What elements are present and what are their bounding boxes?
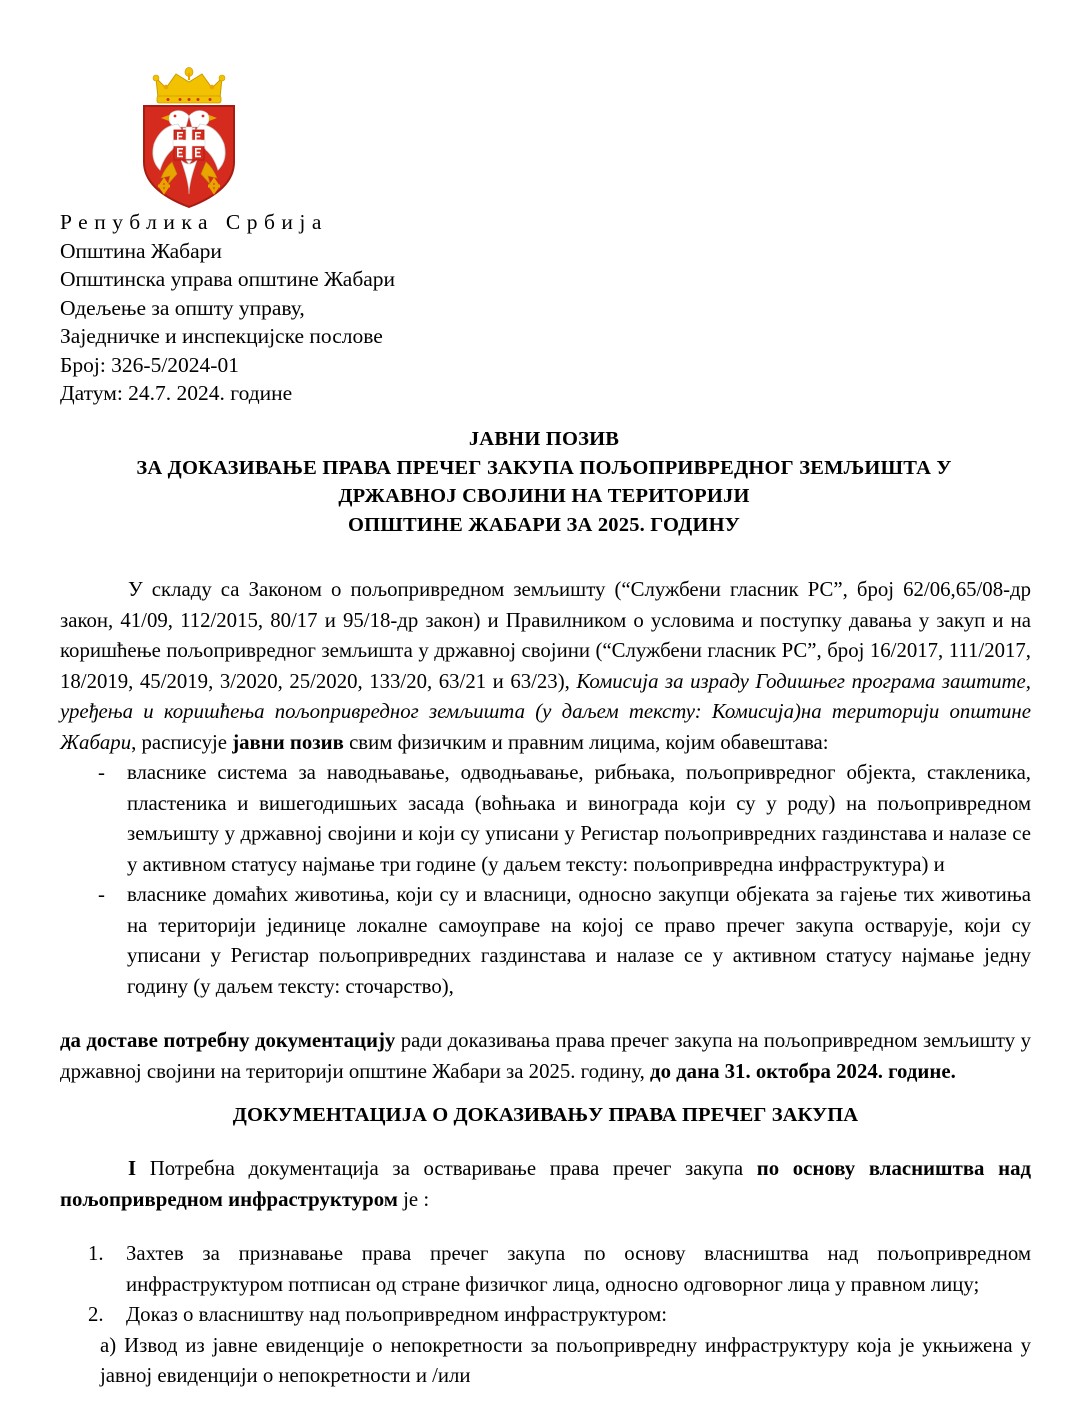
numbered-item-request: Захтев за признавање права пречег закупа по основу власништва над пољопривредном инфраструктуром потписан од стране физичког лица, односно одговорног лица у правном лицу; — [126, 1242, 1031, 1296]
intro-italic-commission: Комисија за израду Годишњег програма заштите, уређења и коришћења пољопривредног земљишта (у даљем тексту: Комисија)на територији општине Жабари — [60, 669, 1031, 754]
numbered-item-proof: Доказ о власништву над пољопривредном инфраструктуром: — [126, 1303, 668, 1326]
intro-bold-public-call: јавни позив — [232, 730, 344, 754]
section-one-paragraph — [60, 1154, 1031, 1215]
serbian-coat-of-arms-icon — [128, 58, 250, 210]
document-body — [60, 575, 1031, 1392]
title-line-2: ЗА ДОКАЗИВАЊЕ ПРАВА ПРЕЧЕГ ЗАКУПА ПОЉОПРИВРЕДНОГ ЗЕМЉИШТА У — [136, 456, 952, 479]
intro-text-part-1: У складу са Законом о пољопривредном земљишту (“Службени гласник РС”, број 62/06,65/08-др закон, 41/09, 112/2015, 80/17 и 95/18-др закон) и Правилником о условима и поступку давања у закуп и на коришћење пољопривредног земљишта у државној својини (“Службени гласник РС”, број 16/2017, 111/2017, 18/2019, 45/2019, 3/2020, 25/2020, 133/20, 63/21 и 63/23), — [60, 578, 1031, 693]
bullet-text-infrastructure: власнике система за наводњавање, одводњавање, рибњака, пољопривредног објекта, стакленика, пластеника и вишегодишњих засада (воћњака и винограда који су у роду) на пољопривредном земљишту у државној својини и који су уписани у Регистар пољопривредних газдинстава и налазе се у активном статусу најмање три године (у даљем тексту: пољопривредна инфраструктура) и — [127, 761, 1031, 876]
municipality-name: Општина Жабари — [60, 238, 222, 263]
required-documents-list — [60, 1239, 1031, 1331]
title-line-1: ЈАВНИ ПОЗИВ — [468, 428, 620, 450]
page-title — [60, 425, 1028, 539]
country-name: Република Србија — [60, 210, 328, 234]
title-line-4: ОПШТИНЕ ЖАБАРИ ЗА 2025. ГОДИНУ — [347, 513, 741, 536]
department-line-2: Заједничке и инспекцијске послове — [60, 324, 383, 348]
list-item — [60, 1239, 1031, 1300]
letterhead — [60, 208, 680, 408]
document-date: Датум: 24.7. 2024. године — [60, 381, 293, 405]
department-line-1: Одељење за општу управу, — [60, 295, 305, 320]
list-item — [60, 758, 1031, 880]
bullet-text-livestock: власнике домаћих животиња, који су и власници, односно закупци објеката за гајење тих животиња на територији јединице локалне самоуправе на којој се право пречег закупа остварује, који су уписани у Регистар пољопривредних газдинстава и налазе се у активном статусу најмање једну годину (у даљем тексту: сточарство), — [127, 883, 1031, 998]
deadline-bold-submit: да доставе потребну документацију — [60, 1029, 396, 1052]
deadline-paragraph — [60, 1026, 1031, 1087]
deadline-normal-text: ради доказивања права пречег закупа на пољопривредном земљишту у државној својини на територији општине Жабари за 2025. годину, — [60, 1029, 1031, 1083]
section-one-text-2: је : — [397, 1187, 430, 1211]
municipal-administration: Општинска управа општине Жабари — [60, 267, 396, 291]
intro-paragraph — [60, 575, 1031, 758]
section-numeral: I — [128, 1157, 137, 1180]
sub-item-a: a) Извод из јавне евиденције о непокретности за пољопривредну инфраструктуру која је укњижена у јавној евиденцији о непокретности и /или — [100, 1333, 1031, 1387]
intro-text-part-3: свим физичким и правним лицима, којим обавештава: — [343, 730, 829, 754]
section-one-text-1: Потребна документација за остваривање права пречег закупа — [136, 1157, 757, 1180]
document-number: Број: 326-5/2024-01 — [60, 352, 239, 377]
list-item — [60, 1300, 1031, 1331]
section-one-bold-basis: по основу власништва над пољопривредном инфраструктуром — [60, 1157, 1031, 1211]
list-item — [60, 880, 1031, 1002]
eligibility-list — [60, 758, 1031, 1002]
intro-text-part-2: , расписује — [131, 730, 233, 754]
section-heading-documentation: ДОКУМЕНТАЦИЈА О ДОКАЗИВАЊУ ПРАВА ПРЕЧЕГ ЗАКУПА — [232, 1104, 859, 1126]
deadline-bold-date: до дана 31. октобра 2024. године. — [650, 1059, 956, 1083]
title-line-3: ДРЖАВНОЈ СВОЈИНИ НА ТЕРИТОРИЈИ — [338, 485, 750, 507]
